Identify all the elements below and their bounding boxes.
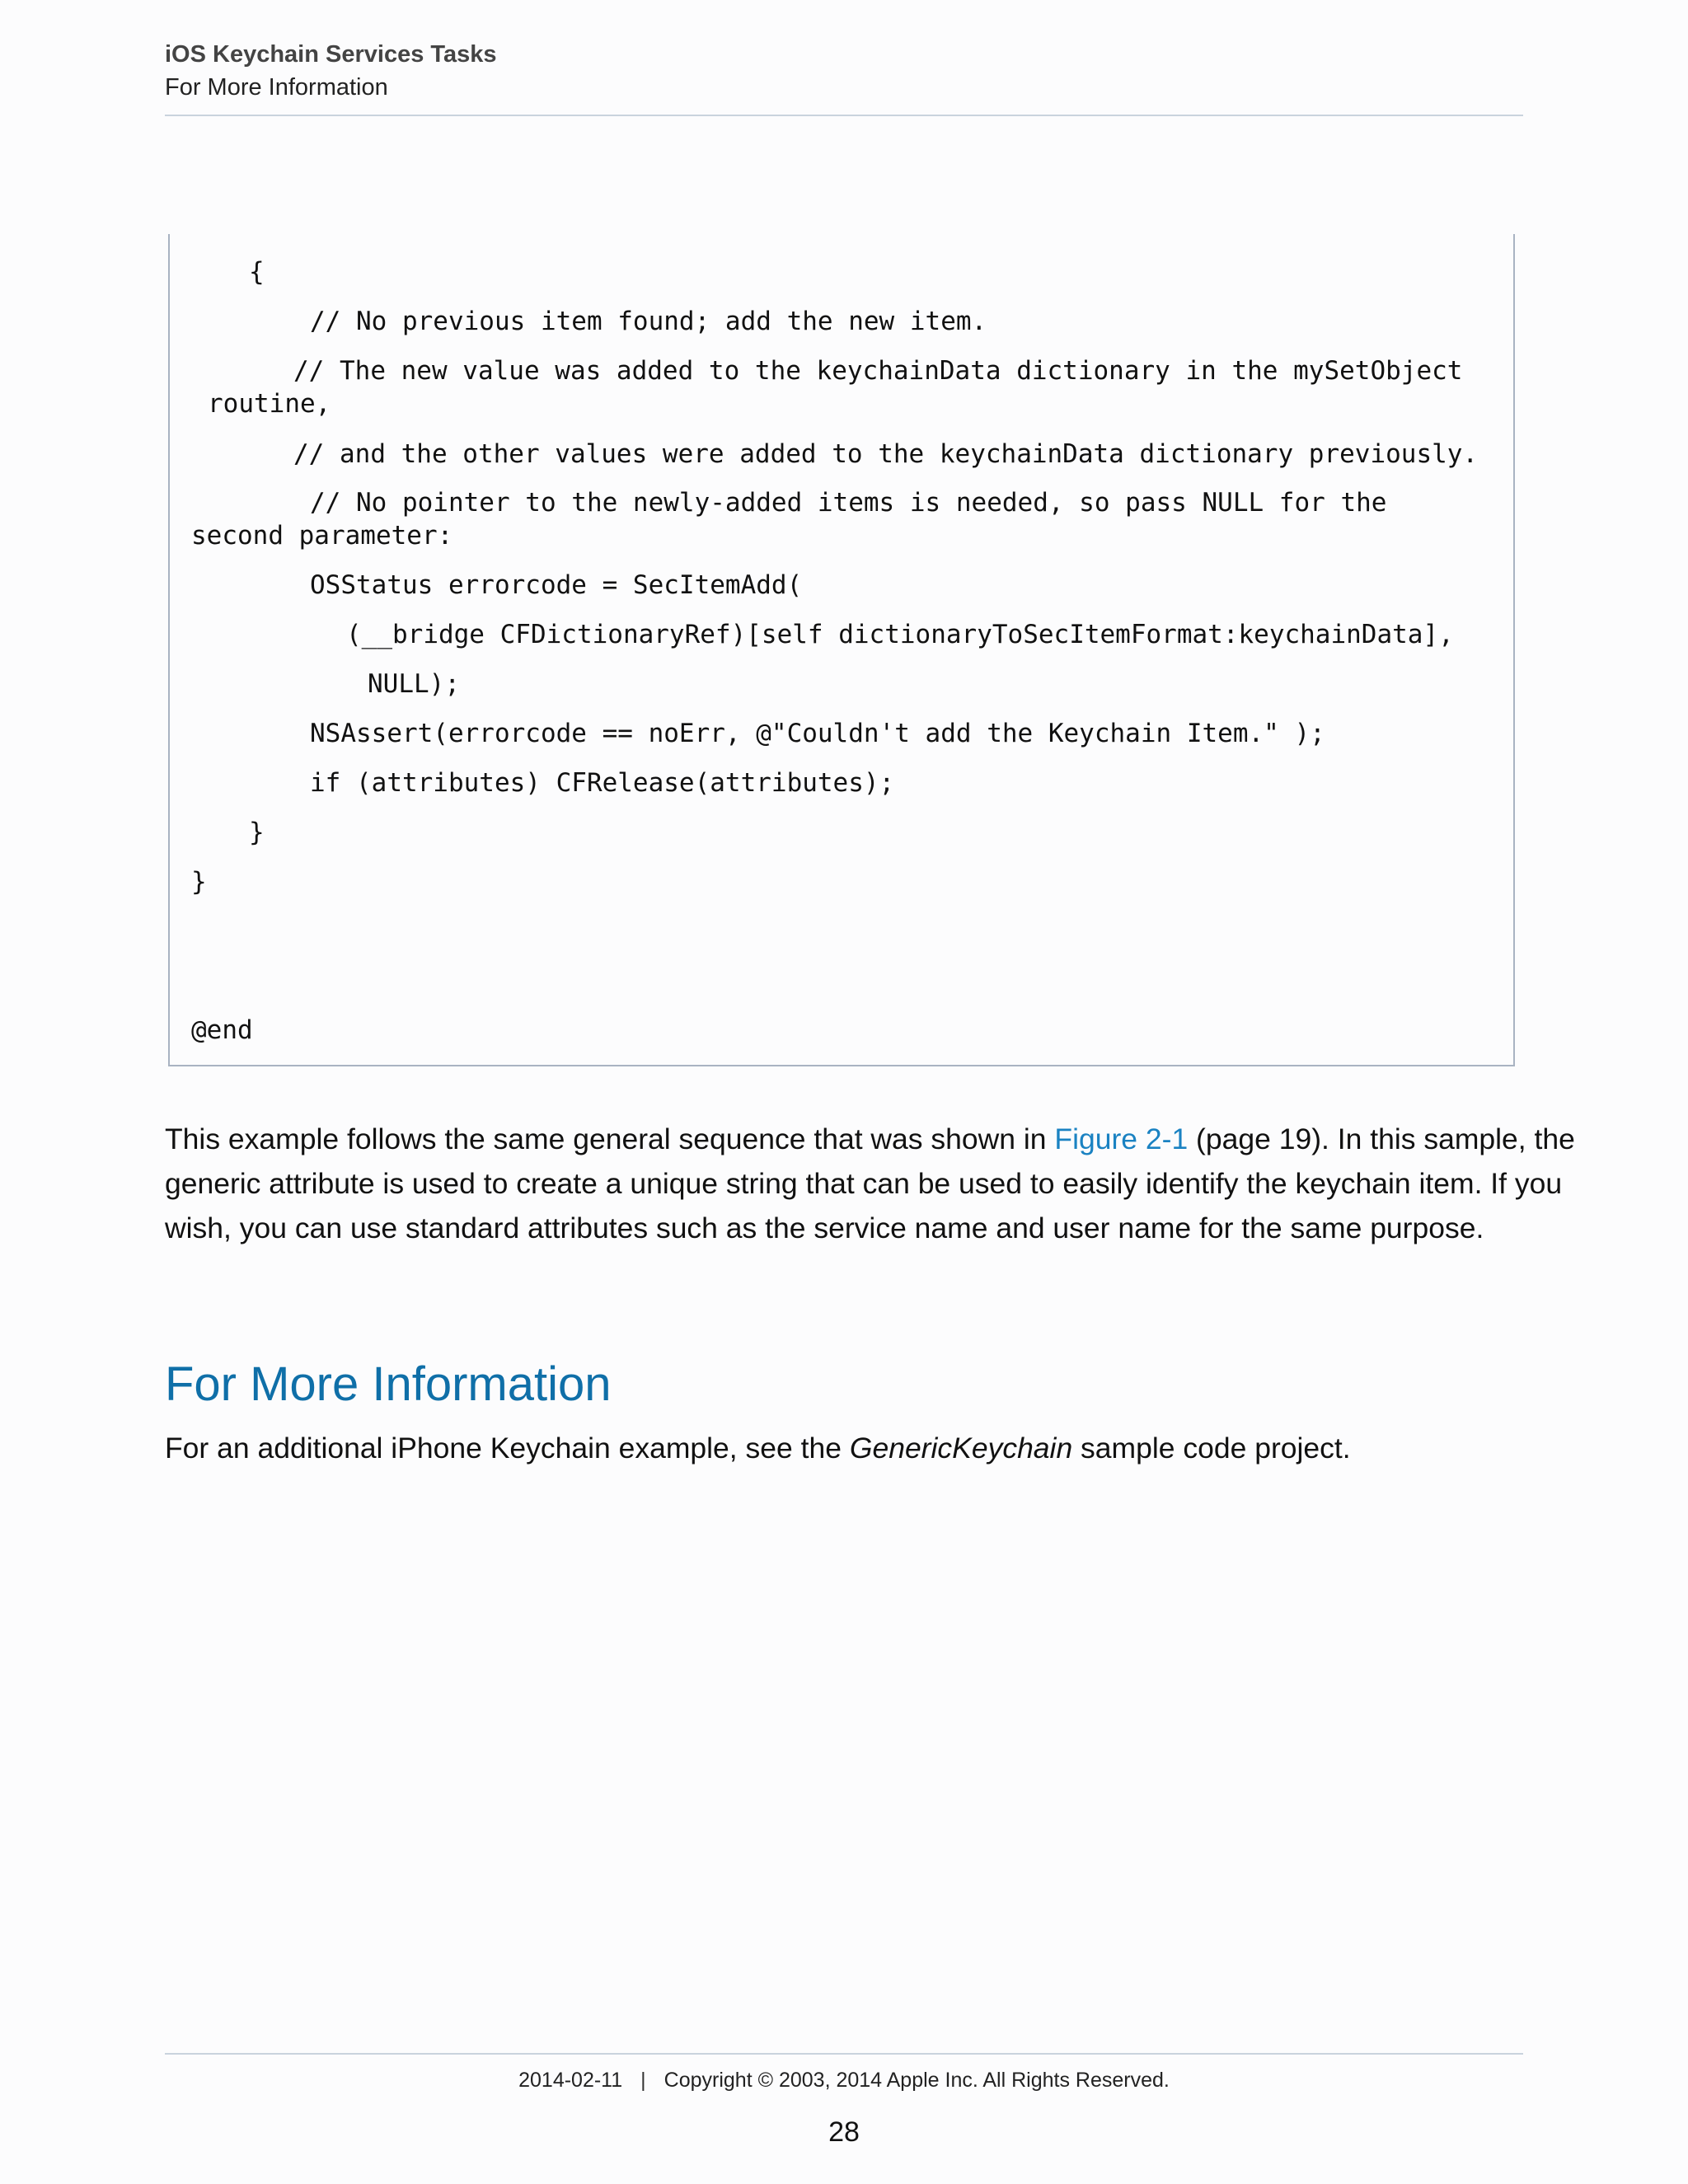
- section-text: sample code project.: [1072, 1432, 1351, 1465]
- paragraph-text: This example follows the same general sequence that was shown in: [165, 1122, 1055, 1155]
- footer-copyright: Copyright © 2003, 2014 Apple Inc. All Rights Reserved.: [663, 2069, 1170, 2092]
- code-line: {: [249, 257, 265, 287]
- figure-link[interactable]: Figure 2-1: [1054, 1122, 1189, 1155]
- code-line: (__bridge CFDictionaryRef)[self dictionaryToSecItemFormat:keychainData],: [346, 620, 1454, 649]
- code-line: routine,: [208, 389, 331, 419]
- code-line: OSStatus errorcode = SecItemAdd(: [310, 570, 803, 600]
- code-line: NULL);: [368, 669, 460, 699]
- header-divider: [165, 115, 1523, 116]
- footer-separator: |: [640, 2069, 646, 2092]
- paragraph-line: generic attribute is used to create a unique string that can be used to easily identify the keychain item. If you: [165, 1167, 1563, 1200]
- code-listing: [168, 234, 1515, 1066]
- header-chapter-title: iOS Keychain Services Tasks: [165, 41, 497, 68]
- header-section-title: For More Information: [165, 74, 388, 101]
- code-line: @end: [191, 1015, 253, 1045]
- section-text: For an additional iPhone Keychain example, see the: [165, 1432, 850, 1465]
- section-paragraph: [165, 1426, 1351, 1470]
- paragraph-line: wish, you can use standard attributes such as the service name and user name for the same purpose.: [165, 1212, 1484, 1244]
- code-line: // No previous item found; add the new item.: [310, 307, 987, 336]
- code-line: second parameter:: [191, 521, 453, 551]
- code-line: // The new value was added to the keychainData dictionary in the mySetObject: [293, 356, 1463, 386]
- body-paragraph: [165, 1117, 1575, 1250]
- code-line: // and the other values were added to the keychainData dictionary previously.: [293, 439, 1479, 469]
- sample-code-name: GenericKeychain: [849, 1432, 1073, 1465]
- footer-date: 2014-02-11: [518, 2069, 623, 2092]
- section-heading: For More Information: [165, 1357, 612, 1411]
- page-number: 28: [828, 2116, 860, 2148]
- code-line: // No pointer to the newly-added items is needed, so pass NULL for the: [310, 488, 1387, 518]
- running-header: [165, 38, 1523, 104]
- code-line: if (attributes) CFRelease(attributes);: [310, 768, 895, 798]
- code-line: }: [249, 818, 265, 847]
- footer-divider: [165, 2053, 1523, 2055]
- code-line: }: [191, 867, 207, 897]
- paragraph-line: [165, 1117, 1575, 1161]
- paragraph-text: (page 19). In this sample, the: [1188, 1122, 1575, 1155]
- code-line: NSAssert(errorcode == noErr, @"Couldn't add the Keychain Item." );: [310, 719, 1325, 748]
- footer: [0, 2065, 1688, 2095]
